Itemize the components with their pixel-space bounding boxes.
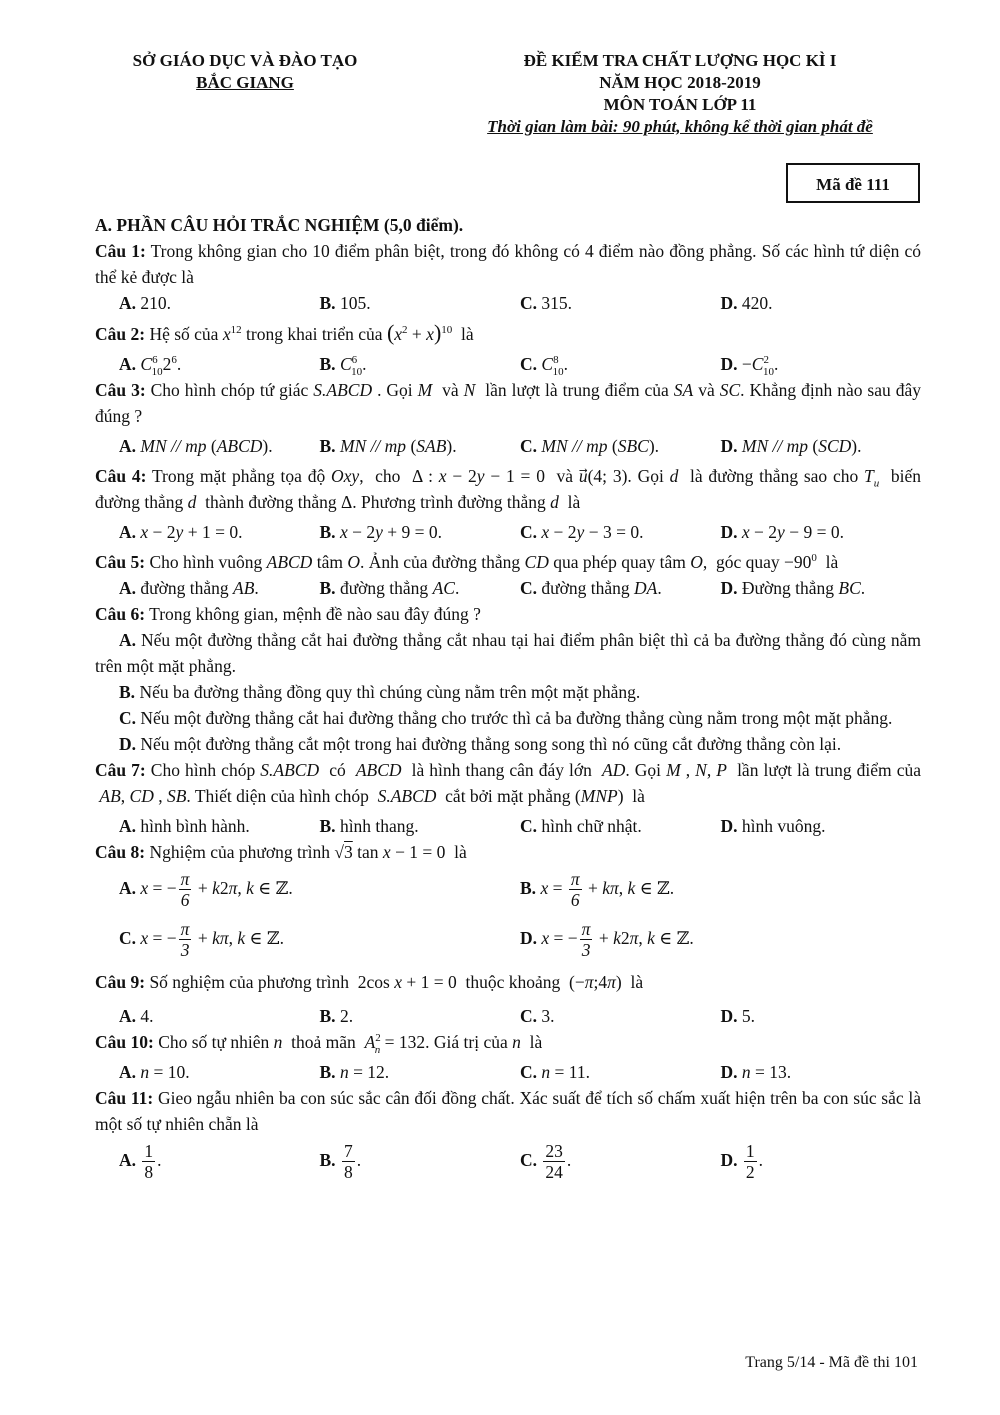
time-limit: Thời gian làm bài: 90 phút, không kể thời gian phát đề [487, 117, 873, 136]
question-number: Câu 5: [95, 552, 146, 572]
question-10: Câu 10: Cho số tự nhiên n thoả mãn $A^2_n = 132$. Giá trị của n là [95, 1032, 543, 1056]
option-d: D. hình vuông. [720, 816, 826, 836]
question-text: Gieo ngẫu nhiên ba con súc sắc cân đối đồng chất. Xác suất để tích số chấm xuất hiện trên ba con súc sắc là một số tự nhiên chẵn là [95, 1088, 922, 1134]
exam-header [440, 50, 920, 138]
question-1-options [95, 290, 921, 316]
question-number: Câu 8: [95, 842, 146, 862]
option-b: B. MN // mp (SAB). [319, 436, 457, 456]
option-a: A. n = 10. [119, 1062, 190, 1082]
option-a: A. Nếu một đường thẳng cắt hai đường thẳng cắt nhau tại hai điểm phân biệt thì cả ba đường thẳng đó cùng nằm trên một mặt phẳng. [95, 630, 921, 676]
option-a: A. 4. [119, 1006, 154, 1026]
option-a: A. x − 2y + 1 = 0. [119, 522, 243, 542]
question-number: Câu 7: [95, 760, 146, 780]
option-a: A. hình bình hành. [119, 816, 250, 836]
question-2-options [95, 351, 921, 377]
question-number: Câu 6: [95, 604, 146, 624]
option-a: A. $\frac{1}{8}$ . [119, 1141, 162, 1183]
option-b: B. n = 12. [319, 1062, 390, 1082]
school-year: NĂM HỌC 2018-2019 [599, 73, 761, 92]
question-3-options [95, 433, 921, 459]
question-5: Câu 5: Cho hình vuông ABCD tâm O. Ảnh của đường thẳng CD qua phép quay tâm O, góc quay $-90^0$ là [95, 552, 839, 572]
page-footer: Trang 5/14 - Mã đề thi 101 [745, 1354, 918, 1371]
option-c: C. $C^8_{10}$. [520, 354, 568, 378]
question-7-options [95, 813, 921, 839]
option-a: A. $C^6_{10}2^6$. [119, 354, 182, 378]
option-d: D. Đường thẳng BC. [720, 578, 866, 598]
question-text: Trong không gian cho 10 điểm phân biệt, trong đó không có 4 điểm nào đồng phẳng. Số các hình tứ diện có thể kẻ được là [95, 241, 922, 287]
question-8-options-row2 [95, 915, 921, 961]
exam-title: ĐỀ KIỂM TRA CHẤT LƯỢNG HỌC KÌ I [523, 51, 837, 70]
question-number: Câu 11: [95, 1088, 154, 1108]
option-c: C. hình chữ nhật. [520, 816, 642, 836]
option-a: A. x = − $\frac{\pi}{6}$ + k2π, k ∈ ℤ. [119, 869, 293, 911]
option-c: C. $\frac{23}{24}$ . [520, 1141, 572, 1183]
question-5-options [95, 575, 921, 601]
department-name: SỞ GIÁO DỤC VÀ ĐÀO TẠO [132, 51, 358, 70]
question-10-options [95, 1059, 921, 1085]
option-b: B. Nếu ba đường thẳng đồng quy thì chúng cùng nằm trên một mặt phẳng. [119, 682, 641, 702]
option-d: D. x = − $\frac{\pi}{3}$ + k2π, k ∈ ℤ. [520, 919, 694, 961]
question-2: Câu 2: Hệ số của $x^{12}$ trong khai triển của $(x^2 + x)^{10}$ là [95, 320, 474, 345]
option-c: C. MN // mp (SBC). [520, 436, 660, 456]
exam-content [95, 212, 921, 1183]
question-1 [95, 238, 921, 290]
question-4: Câu 4: Trong mặt phẳng tọa độ Oxy, cho Δ : x − 2y − 1 = 0 và u⃗(4; 3). Gọi d là đường thẳng sao cho $T_u$ biến đường thẳng d thành đường thẳng Δ. Phương trình đường thẳng d là [95, 466, 921, 512]
option-d: D. MN // mp (SCD). [720, 436, 862, 456]
option-d: D. n = 13. [720, 1062, 792, 1082]
option-c: C. 3. [520, 1006, 555, 1026]
option-c: C. đường thẳng DA. [520, 578, 662, 598]
question-11 [95, 1085, 921, 1137]
subject: MÔN TOÁN LỚP 11 [603, 95, 757, 114]
question-number: Câu 4: [95, 466, 147, 486]
question-number: Câu 10: [95, 1032, 154, 1052]
question-9: Câu 9: Số nghiệm của phương trình 2cos x + 1 = 0 thuộc khoảng (−π;4π) là [95, 972, 644, 992]
question-8-options-row1 [95, 865, 921, 911]
question-6 [95, 601, 921, 627]
question-11-options [95, 1137, 921, 1183]
option-b: B. $\frac{7}{8}$ . [319, 1141, 362, 1183]
option-a: A. MN // mp (ABCD). [119, 436, 273, 456]
option-d: D. x − 2y − 9 = 0. [720, 522, 844, 542]
option-d: D. $\frac{1}{2}$ . [720, 1141, 764, 1183]
option-a: A. 210. [119, 293, 172, 313]
option-b: B. 2. [319, 1006, 354, 1026]
option-d: D. Nếu một đường thẳng cắt một trong hai đường thẳng song song thì nó cũng cắt đường thẳng còn lại. [119, 734, 842, 754]
option-c: C. x − 2y − 3 = 0. [520, 522, 644, 542]
option-a: A. đường thẳng AB. [119, 578, 259, 598]
question-text: Trong không gian, mệnh đề nào sau đây đúng ? [145, 604, 481, 624]
question-number: Câu 3: [95, 380, 146, 400]
option-b: B. x − 2y + 9 = 0. [319, 522, 442, 542]
province-name: BẮC GIANG [196, 73, 294, 92]
question-7: Câu 7: Cho hình chóp S.ABCD có ABCD là hình thang cân đáy lớn AD. Gọi M , N, P lần lượt là trung điểm của AB, CD , SB. Thiết diện của hình chóp S.ABCD cắt bởi mặt phẳng (MNP) là [95, 760, 922, 806]
option-b: B. 105. [319, 293, 371, 313]
option-d: D. 5. [720, 1006, 756, 1026]
option-c: C. Nếu một đường thẳng cắt hai đường thẳng cho trước thì cả ba đường thẳng cùng nằm trong một mặt phẳng. [119, 708, 893, 728]
option-c: C. x = − $\frac{\pi}{3}$ + kπ, k ∈ ℤ. [119, 919, 285, 961]
question-number: Câu 1: [95, 241, 146, 261]
question-8: Câu 8: Nghiệm của phương trình √3 tan x − 1 = 0 là [95, 842, 467, 862]
option-c: C. n = 11. [520, 1062, 590, 1082]
option-b: B. hình thang. [319, 816, 419, 836]
option-b: B. đường thẳng AC. [319, 578, 460, 598]
question-4-options [95, 519, 921, 545]
option-d: D. $-C^2_{10}$. [720, 354, 779, 378]
question-number: Câu 9: [95, 972, 146, 992]
question-number: Câu 2: [95, 324, 146, 344]
question-3: Câu 3: Cho hình chóp tứ giác S.ABCD . Gọi M và N lần lượt là trung điểm của SA và SC. Khẳng định nào sau đây đúng ? [95, 380, 921, 426]
exam-code-box: Mã đề 111 [786, 163, 920, 203]
school-header [100, 50, 390, 94]
option-d: D. 420. [720, 293, 773, 313]
option-b: B. $C^6_{10}$. [319, 354, 367, 378]
question-9-options [95, 1003, 921, 1029]
option-c: C. 315. [520, 293, 573, 313]
section-title: A. PHẦN CÂU HỎI TRẮC NGHIỆM (5,0 điểm). [95, 215, 464, 235]
option-b: B. x = $\frac{\pi}{6}$ + kπ, k ∈ ℤ. [520, 869, 675, 911]
